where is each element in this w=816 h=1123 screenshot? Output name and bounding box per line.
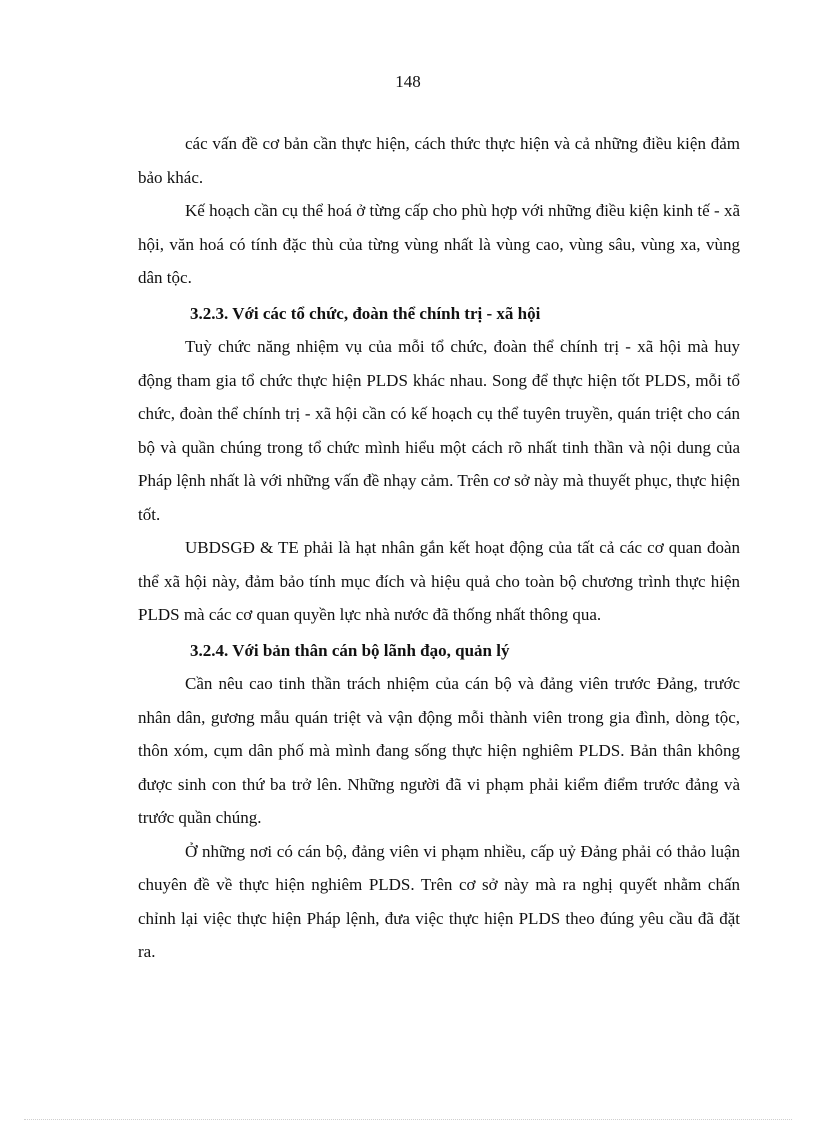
page-bottom-divider xyxy=(24,1119,792,1120)
paragraph-party-committee: Ở những nơi có cán bộ, đảng viên vi phạm nhiều, cấp uỷ Đảng phải có thảo luận chuyên đề về thực hiện nghiêm PLDS. Trên cơ sở này mà ra nghị quyết nhằm chấn chỉnh lại việc thực hiện Pháp lệnh, đưa việc thực hiện PLDS theo đúng yêu cầu đã đặt ra. xyxy=(138,841,740,961)
page-number: 148 xyxy=(395,72,421,91)
section-heading-3-2-4: 3.2.4. Với bản thân cán bộ lãnh đạo, quản lý xyxy=(190,640,510,660)
paragraph-plan-specifics: Kế hoạch cần cụ thể hoá ở từng cấp cho phù hợp với những điều kiện kinh tế - xã hội, văn hoá có tính đặc thù của từng vùng nhất là vùng cao, vùng sâu, vùng xa, vùng dân tộc. xyxy=(138,201,740,287)
document-body xyxy=(138,127,740,969)
paragraph-ubdsgd: UBDSGĐ & TE phải là hạt nhân gắn kết hoạt động của tất cả các cơ quan đoàn thể xã hội này, đảm bảo tính mục đích và hiệu quả cho toàn bộ chương trình thực hiện PLDS mà các cơ quan quyền lực nhà nước đã thống nhất thông qua. xyxy=(138,538,740,624)
section-heading-3-2-3: 3.2.3. Với các tổ chức, đoàn thể chính trị - xã hội xyxy=(190,303,541,323)
paragraph-organizations: Tuỳ chức năng nhiệm vụ của mỗi tổ chức, đoàn thể chính trị - xã hội mà huy động tham gia tổ chức thực hiện PLDS khác nhau. Song để thực hiện tốt PLDS, mỗi tổ chức, đoàn thể chính trị - xã hội cần có kế hoạch cụ thể tuyên truyền, quán triệt cho cán bộ và quần chúng trong tổ chức mình hiểu một cách rõ nhất tinh thần và nội dung của Pháp lệnh nhất là với những vấn đề nhạy cảm. Trên cơ sở này mà thuyết phục, thực hiện tốt. xyxy=(138,337,740,524)
paragraph-continued: các vấn đề cơ bản cần thực hiện, cách thức thực hiện và cả những điều kiện đảm bảo khác. xyxy=(138,134,740,187)
paragraph-leaders-responsibility: Cần nêu cao tinh thần trách nhiệm của cán bộ và đảng viên trước Đảng, trước nhân dân, gương mẫu quán triệt và vận động mỗi thành viên trong gia đình, dòng tộc, thôn xóm, cụm dân phố mà mình đang sống thực hiện nghiêm PLDS. Bản thân không được sinh con thứ ba trở lên. Những người đã vi phạm phải kiểm điểm trước đảng và trước quần chúng. xyxy=(138,674,740,827)
